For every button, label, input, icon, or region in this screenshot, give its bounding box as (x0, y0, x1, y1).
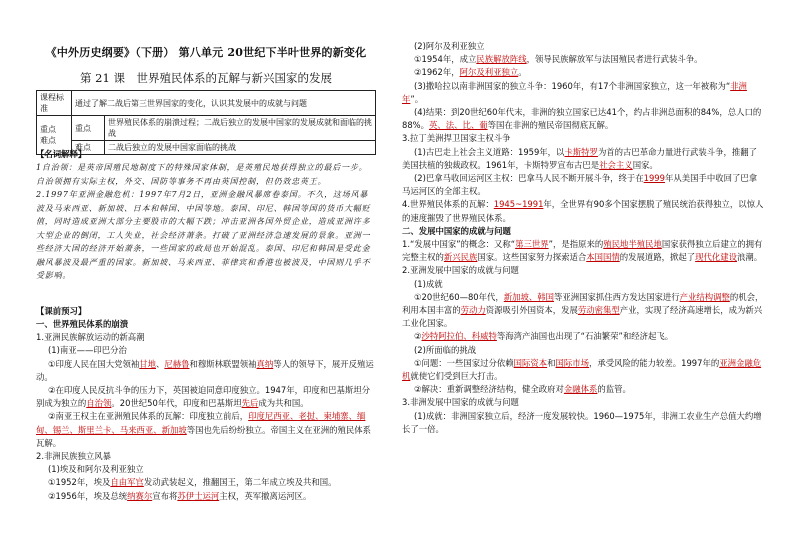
left-column (36, 148, 376, 503)
r-item-2b: (2)巴拿马收回运河区主权：巴拿马人民不断开展斗争，终于在1999年从美国手中收回了巴拿马运河区的全部主权。 (402, 173, 758, 197)
preview-header: 【课前预习】 (36, 305, 87, 316)
r-subsection-4: 4.世界殖民体系的瓦解：1945~1991年，全世界有90多个国家摆脱了殖民统治获得独立，以惊人的速度摧毁了世界殖民体系。 (402, 199, 764, 223)
right-column (402, 40, 764, 436)
lesson-table (36, 90, 376, 155)
r-item-5a: (1)成就 (414, 278, 443, 289)
table-row (37, 91, 376, 116)
terms-header: 【名词解释】 (36, 149, 87, 159)
r-item-2a: (1)古巴走上社会主义道路：1959年，以卡斯特罗为首的古巴革命力量进行武装斗争，推翻了美国扶植的独裁政权。1961年，卡斯特罗宣布古巴是社会主义国家。 (402, 146, 758, 170)
item-2-1b: ②1956年，埃及总统纳赛尔宣布将苏伊士运河主权，英军撤离运河区。 (48, 490, 312, 501)
table-row (37, 116, 376, 141)
item-1-1a: ①印度人民在国大党领袖甘地、尼赫鲁和穆斯林联盟领袖真纳等人的领导下，展开反殖运动。 (36, 358, 374, 382)
subsection-1: 1.亚洲民族解放运动的新高潮 (36, 332, 145, 343)
r-item-5f: ②解决：重新调整经济结构，健全政府对金融体系的监管。 (414, 384, 631, 395)
r-item-5e: ①问题：一些国家过分依赖国际资本和国际市场，承受风险的能力较差。1997年的亚洲金融危机就使它们受到巨大打击。 (402, 357, 762, 382)
r-subsection-asia: 2.亚洲发展中国家的成就与问题 (402, 265, 519, 276)
document-title: 《中外历史纲要》（下册） 第八单元 20世纪下半叶世界的新变化 (45, 46, 367, 59)
r-item-1c: (3)撒哈拉以南非洲国家的独立斗争：1960年，有17个非洲国家独立，这一年被称为“非洲年”。 (402, 80, 747, 104)
r-subsection-dev: 1.“发展中国家”的概念：又称“第三世界”，是指原来的殖民地半殖民地国家获得独立后建立的拥有完整主权的新兴民族国家。这些国家努力探索适合本国国情的发展道路，掀起了现代化建设浪潮。 (402, 239, 763, 263)
term-2: 2.1997年亚洲金融危机：1997年7月2日，亚洲金融风暴席卷泰国。不久，这场风暴波及马来西亚、新加坡、日本和韩国、中国等地。泰国、印尼、韩国等国的货币大幅贬值，同时造成亚洲大部分主要股市的大幅下跌；冲击亚洲各国外贸企业，造成亚洲许多大型企业的倒闭，工人失业，社会经济萧条。打破了亚洲经济急速发展的景象。亚洲一些经济大国的经济开始萧条，一些国家的政局也开始混乱。泰国、印尼和韩国是受此金融风暴波及最严重的国家。新加坡、马来西亚、菲律宾和香港也被波及，中国则几乎不受影响。 (36, 190, 371, 281)
hard-label: 难点 (72, 141, 105, 155)
r-item-1d: (4)结果：到20世纪60年代末，非洲的独立国家已达41个，约占非洲总面积的84%，总人口的88%。英、法、比、葡等国在非洲的殖民帝国彻底瓦解。 (402, 107, 762, 131)
r-item-5d: (2)所面临的挑战 (414, 344, 477, 355)
lesson-title: 第 21 课 世界殖民体系的瓦解与新兴国家的发展 (80, 71, 332, 85)
r-item-1b: ②1962年，阿尔及利亚独立。 (414, 67, 527, 78)
term-1: 1自治领：是英帝国殖民地制度下的特殊国家体制，是英殖民地获得独立的最后一步。自治领拥有实际主权，外交、国防等事务不再由英国控制，但仍效忠英王。 (36, 163, 368, 186)
item-2-1: (1)埃及和阿尔及利亚独立 (48, 464, 144, 475)
item-1-2: ②南亚王权主在亚洲殖民体系的瓦解：印度独立前后，印度尼西亚、老挝、柬埔寨、缅甸、锡兰、斯里兰卡、马来西亚、新加坡等国也先后纷纷独立。帝国主义在亚洲的殖民体系瓦解。 (36, 411, 371, 448)
key-text: 世界殖民体系的崩溃过程；二战后独立的发展中国家的发展成就和面临的挑战 (105, 116, 376, 141)
r-item-5c: ②沙特阿拉伯、科威特等海湾产油国也出现了“石油繁荣”和经济起飞。 (414, 331, 674, 342)
hard-text: 二战后独立的发展中国家面临的挑战 (105, 141, 376, 155)
r-item-1: (2)阿尔及利亚独立 (414, 41, 485, 51)
subsection-2: 2.非洲民族独立风暴 (36, 450, 111, 461)
r-subsection-3: 3.拉丁美洲捍卫国家主权斗争 (402, 133, 511, 144)
section-1-heading: 一、世界殖民体系的崩溃 (36, 318, 129, 329)
r-item-6a: (1)成就：非洲国家独立后，经济一度发展较快。1960—1975年，非洲工农业生产总值大约增长了一倍。 (402, 410, 762, 434)
item-2-1a: ①1952年，埃及自由军官发动武装起义，推翻国王，第二年成立埃及共和国。 (48, 477, 337, 488)
focus-label: 重点 难点 (37, 116, 72, 155)
goal-text: 通过了解二战后第三世界国家的变化，认识其发展中的成就与问题 (72, 91, 376, 116)
goal-label: 课程标准 (37, 91, 72, 116)
r-subsection-africa: 3.非洲发展中国家的成就与问题 (402, 397, 519, 408)
item-1-1: (1)南亚——印巴分治 (48, 345, 127, 356)
r-item-1a: ①1954年，成立民族解放阵线，领导民族解放军与法国殖民者进行武装斗争。 (414, 54, 703, 65)
section-2-heading: 二、发展中国家的成就与问题 (402, 225, 511, 236)
r-item-5b: ①20世纪60—80年代，新加坡、韩国等亚洲国家抓住西方发达国家进行产业结构调整的机会，利用本国丰富的劳动力资源吸引外国资本，发展劳动密集型产业，实现了经济高速增长，成为新兴工业化国家。 (402, 291, 764, 329)
key-label: 重点 (72, 116, 105, 141)
item-1-1b: ②在印度人民反抗斗争的压力下，英国被迫同意印度独立。1947年，印度和巴基斯坦分别成为独立的自治领。20世纪50年代，印度和巴基斯坦先后成为共和国。 (36, 384, 370, 409)
